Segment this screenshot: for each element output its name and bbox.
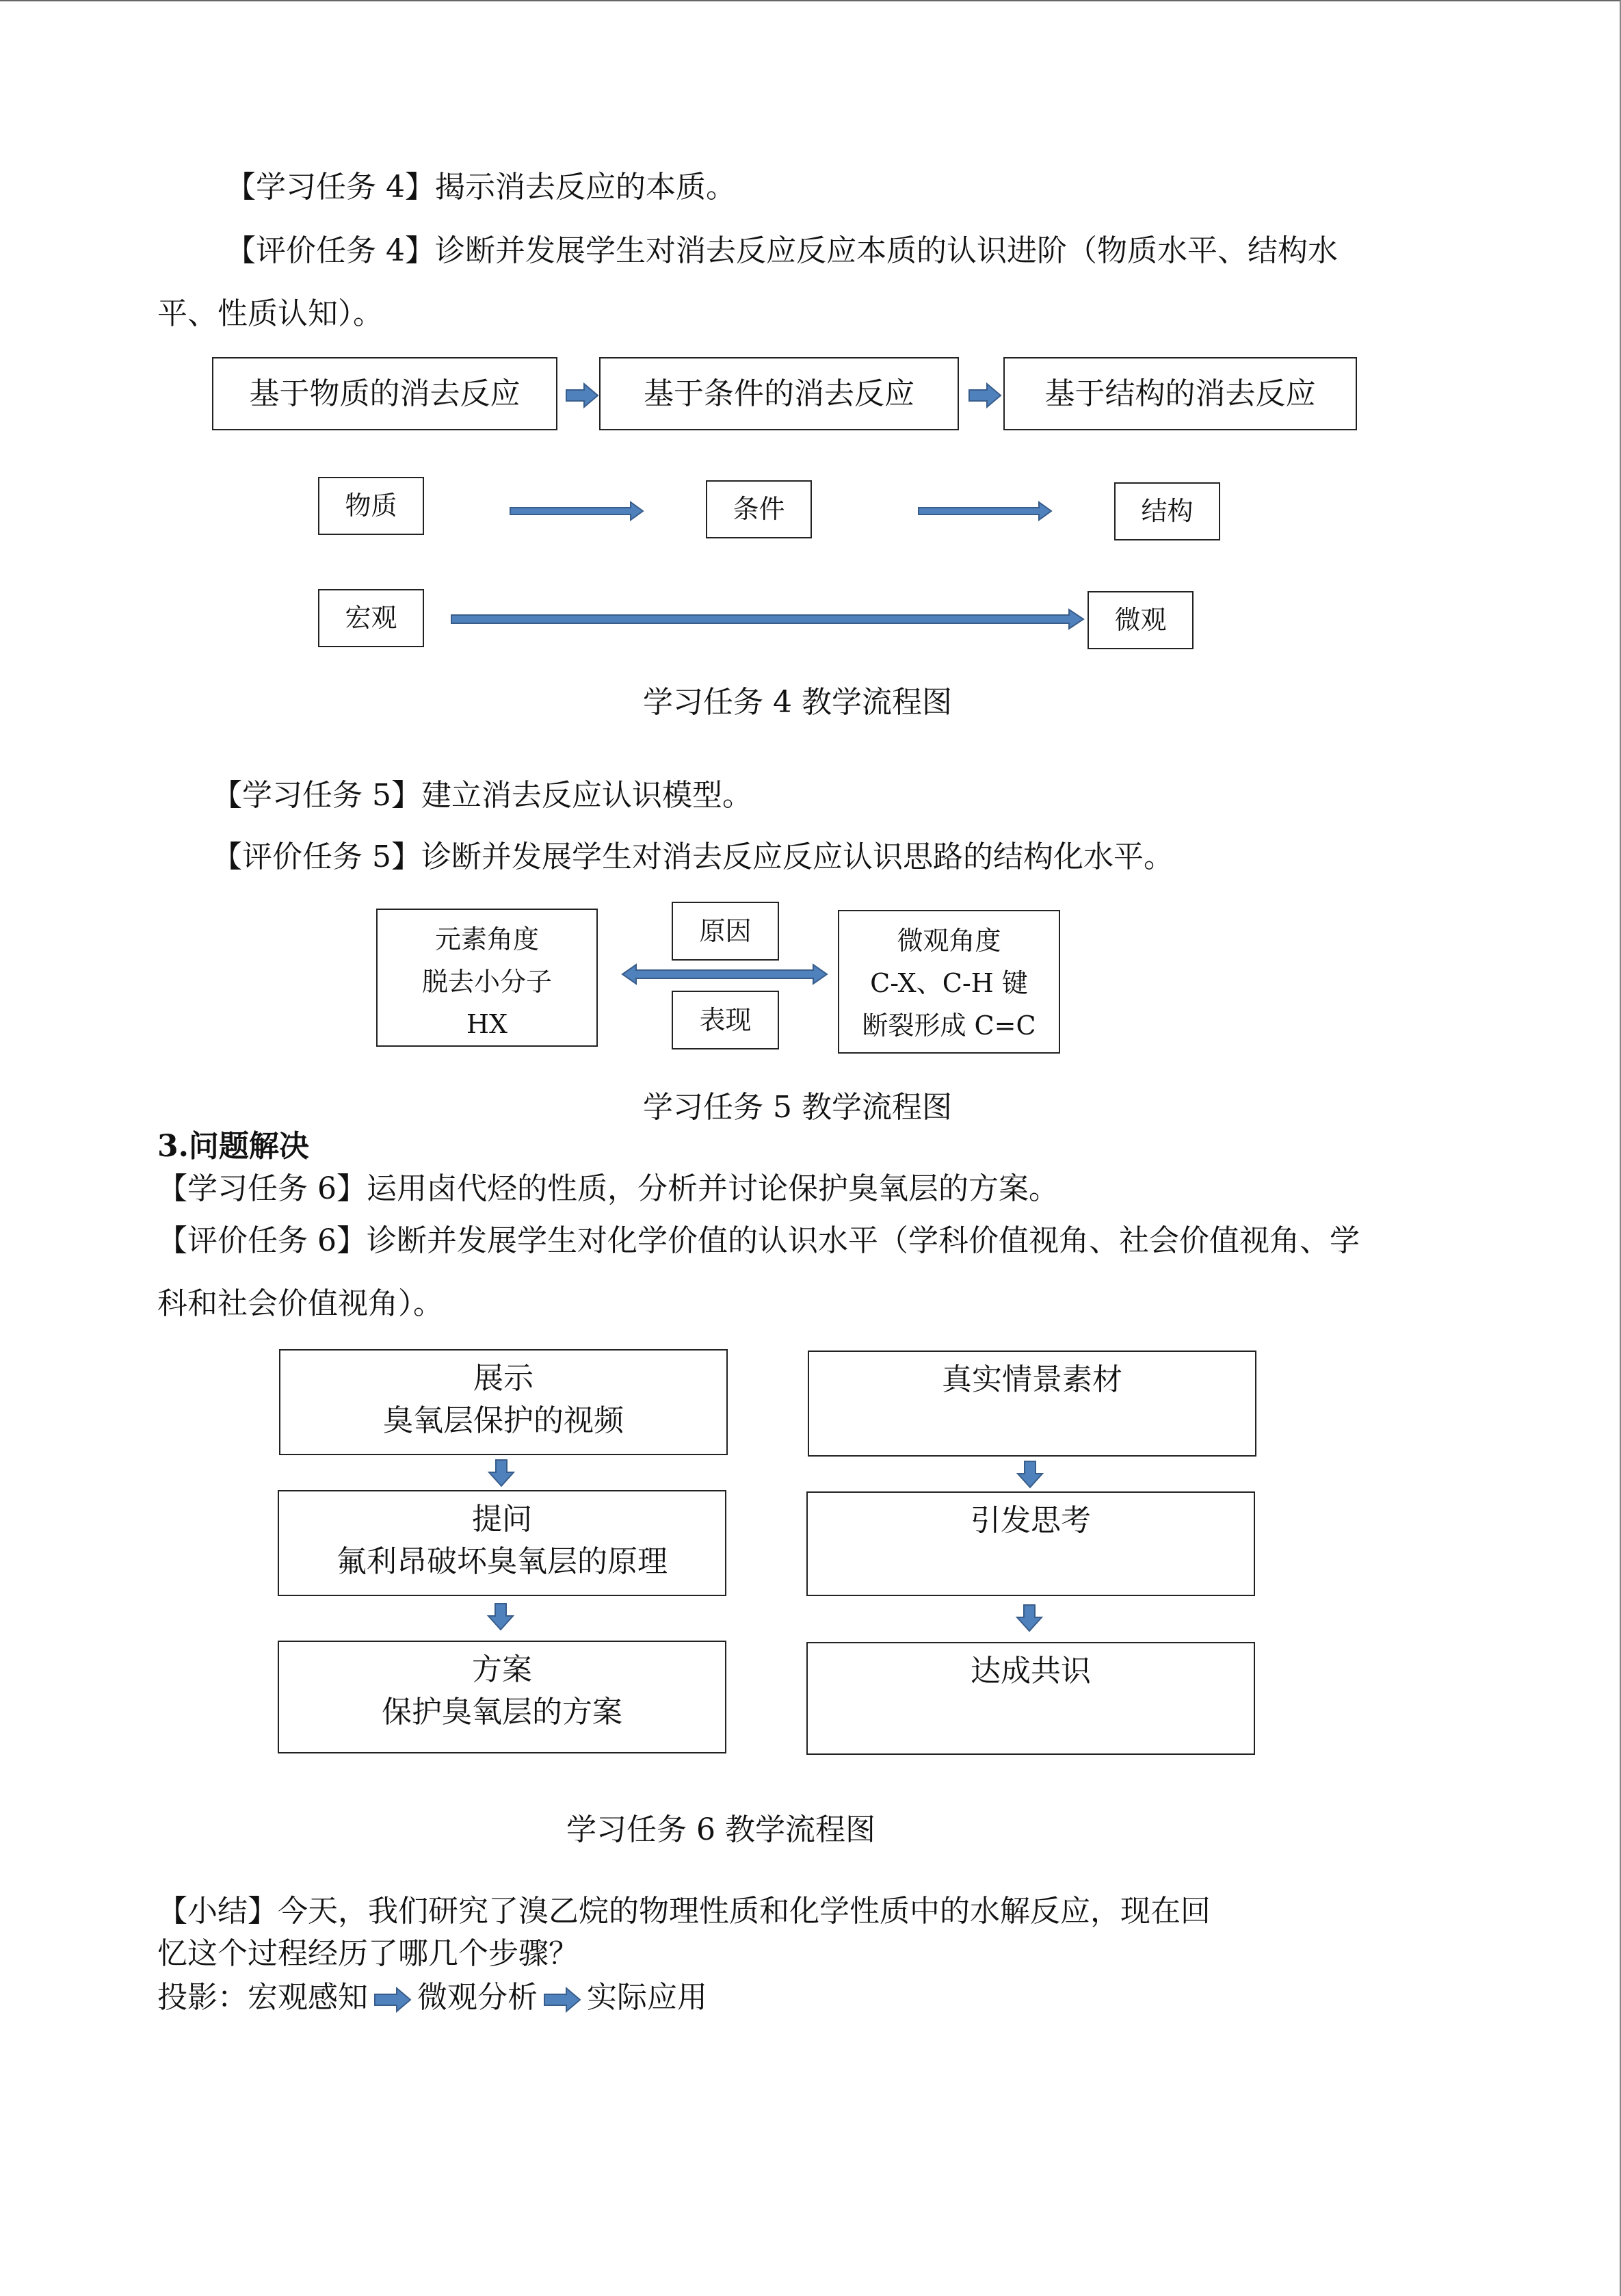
step-micro-analysis: 微观分析	[417, 1980, 538, 2015]
step-practical-application: 实际应用	[587, 1980, 707, 2015]
evaluation-task-6-line1: 【评价任务 6】诊断并发展学生对化学价值的认识水平（学科价值视角、社会价值视角、学	[157, 1223, 1360, 1258]
section-3-heading: 3.问题解决	[157, 1129, 309, 1164]
show-text: 臭氧层保护的视频	[383, 1403, 624, 1438]
down-arrow-icon	[488, 1604, 513, 1630]
flow-box-real-scenario: 真实情景素材	[808, 1351, 1256, 1457]
box-micro: 微观	[1088, 591, 1194, 649]
box-structure: 结构	[1114, 482, 1220, 540]
right-arrow-icon	[566, 384, 598, 407]
element-perspective-title: 元素角度	[434, 924, 539, 954]
right-arrow-icon	[451, 610, 1083, 629]
micro-perspective-title: 微观角度	[897, 926, 1001, 956]
box-reason: 原因	[672, 902, 779, 961]
flow-box-reach-consensus: 达成共识	[806, 1642, 1255, 1755]
box-substance: 物质	[318, 477, 424, 535]
box-expression: 表现	[672, 991, 779, 1049]
question-text: 氟利昂破坏臭氧层的原理	[337, 1544, 668, 1579]
evaluation-task-5: 【评价任务 5】诊断并发展学生对消去反应反应认识思路的结构化水平。	[212, 839, 1174, 874]
plan-title: 方案	[472, 1652, 532, 1687]
caption-task-6: 学习任务 6 教学流程图	[566, 1812, 875, 1847]
plan-text: 保护臭氧层的方案	[382, 1695, 622, 1730]
right-arrow-icon	[919, 502, 1051, 520]
evaluation-task-4-line2: 平、性质认知）。	[157, 296, 383, 331]
down-arrow-icon	[489, 1460, 514, 1486]
right-arrow-icon	[510, 502, 643, 520]
evaluation-task-6-line2: 科和社会价值视角）。	[157, 1286, 443, 1321]
box-condition: 条件	[706, 480, 812, 538]
summary-line2: 忆这个过程经历了哪几个步骤？	[157, 1936, 579, 1971]
element-perspective-line2: 脱去小分子	[421, 967, 552, 997]
question-title: 提问	[472, 1502, 532, 1537]
micro-perspective-line3: 断裂形成 C=C	[862, 1010, 1036, 1041]
down-arrow-icon	[1017, 1605, 1042, 1631]
flow-box-substance-elimination: 基于物质的消去反应	[212, 357, 557, 430]
double-arrow-icon	[622, 965, 827, 984]
element-perspective-line3: HX	[466, 1009, 508, 1039]
caption-task-5: 学习任务 5 教学流程图	[643, 1090, 952, 1125]
summary-line1: 【小结】今天，我们研究了溴乙烷的物理性质和化学性质中的水解反应，现在回	[157, 1894, 1211, 1929]
projection-label: 投影：	[157, 1980, 248, 2015]
flow-box-inspire-thinking: 引发思考	[806, 1491, 1255, 1596]
evaluation-task-4-line1: 【评价任务 4】诊断并发展学生对消去反应反应本质的认识进阶（物质水平、结构水	[226, 233, 1338, 268]
flow-box-structure-elimination: 基于结构的消去反应	[1003, 357, 1357, 430]
box-macro: 宏观	[318, 589, 424, 647]
learning-task-4: 【学习任务 4】揭示消去反应的本质。	[226, 170, 736, 205]
learning-task-5: 【学习任务 5】建立消去反应认识模型。	[212, 778, 752, 813]
micro-perspective-line2: C-X、C-H 键	[870, 968, 1028, 998]
learning-task-6: 【学习任务 6】运用卤代烃的性质，分析并讨论保护臭氧层的方案。	[157, 1171, 1059, 1206]
show-title: 展示	[473, 1361, 533, 1396]
right-arrow-icon	[969, 384, 1001, 407]
flow-box-condition-elimination: 基于条件的消去反应	[599, 357, 959, 430]
step-macro-perception: 宏观感知	[248, 1980, 368, 2015]
down-arrow-icon	[1018, 1461, 1042, 1487]
caption-task-4: 学习任务 4 教学流程图	[643, 685, 952, 720]
